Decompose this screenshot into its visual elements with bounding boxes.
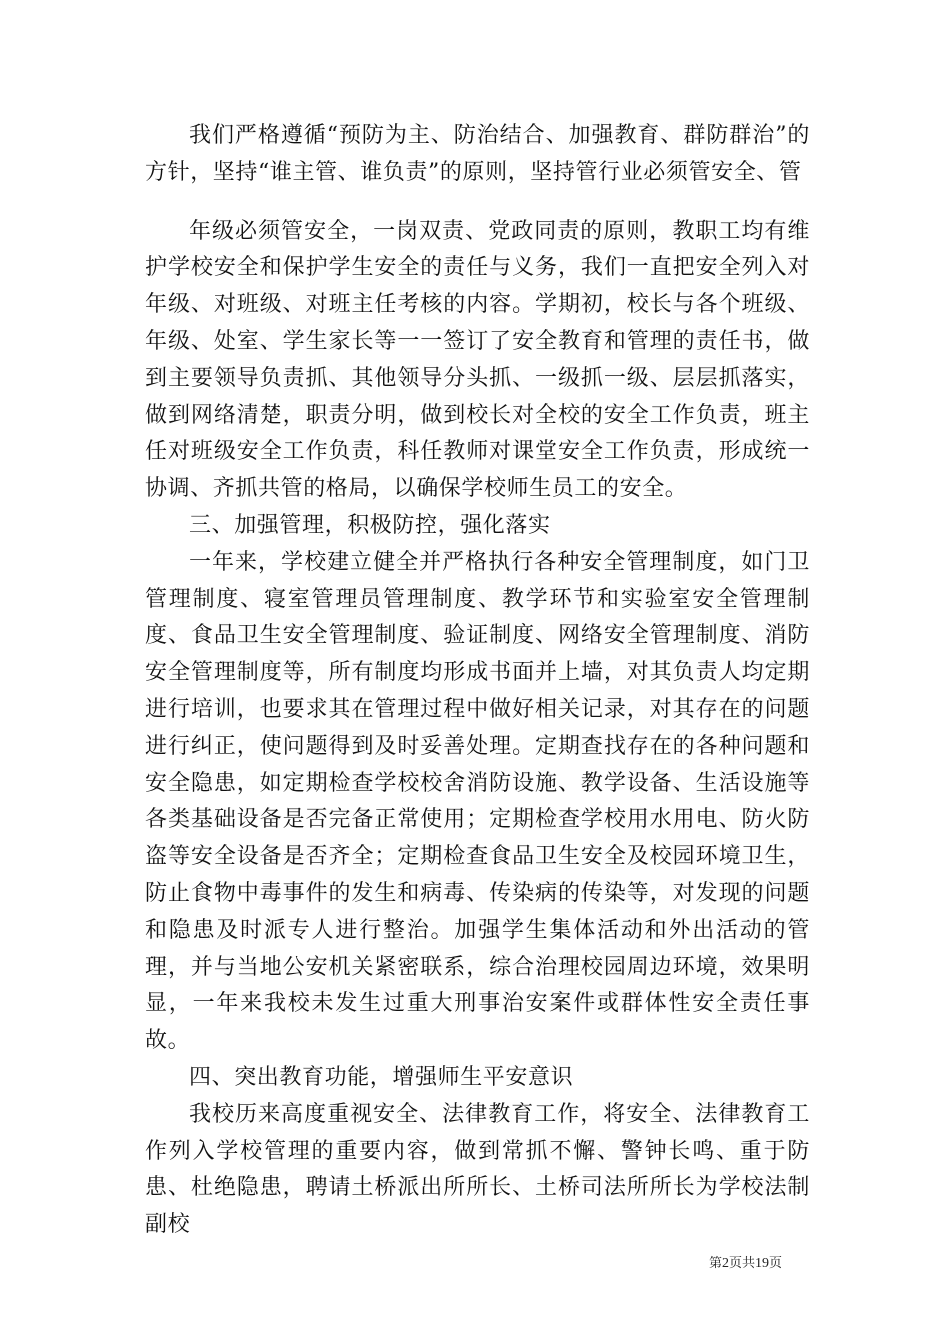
document-body bbox=[145, 118, 810, 1244]
footer-prefix: 第 bbox=[709, 1256, 723, 1271]
footer-page-number: 2 bbox=[722, 1256, 730, 1271]
section-heading-four: 四、突出教育功能，增强师生平安意识 bbox=[189, 1064, 574, 1090]
paragraph-guiding-principle: 我们严格遵循“预防为主、防治结合、加强教育、群防群治”的方针，坚持“谁主管、谁负责”的原则，坚持管行业必须管安全、管 bbox=[145, 123, 810, 185]
footer-middle: 页共 bbox=[729, 1256, 756, 1271]
section-heading-three: 三、加强管理，积极防控，强化落实 bbox=[189, 512, 551, 538]
page-footer bbox=[709, 1252, 782, 1272]
paragraph-responsibility: 年级必须管安全，一岗双责、党政同责的原则，教职工均有维护学校安全和保护学生安全的责任与义务，我们一直把安全列入对年级、对班级、对班主任考核的内容。学期初，校长与各个班级、年级、处室、学生家长等一一签订了安全教育和管理的责任书，做到主要领导负责抓、其他领导分头抓、一级抓一级、层层抓落实，做到网络清楚，职责分明，做到校长对全校的安全工作负责，班主任对班级安全工作负责，科任教师对课堂安全工作负责，形成统一协调、齐抓共管的格局，以确保学校师生员工的安全。 bbox=[145, 218, 810, 502]
footer-total-pages: 19 bbox=[755, 1256, 770, 1271]
paragraph-education: 我校历来高度重视安全、法律教育工作，将安全、法律教育工作列入学校管理的重要内容，做到常抓不懈、警钟长鸣、重于防患、杜绝隐患，聘请土桥派出所所长、土桥司法所所长为学校法制副校 bbox=[145, 1101, 810, 1238]
footer-suffix: 页 bbox=[769, 1256, 783, 1271]
paragraph-management: 一年来，学校建立健全并严格执行各种安全管理制度，如门卫管理制度、寝室管理员管理制度、教学环节和实验室安全管理制度、食品卫生安全管理制度、验证制度、网络安全管理制度、消防安全管理制度等，所有制度均形成书面并上墙，对其负责人均定期进行培训，也要求其在管理过程中做好相关记录，对其存在的问题进行纠正，使问题得到及时妥善处理。定期查找存在的各种问题和安全隐患，如定期检查学校校舍消防设施、教学设备、生活设施等各类基础设备是否完备正常使用；定期检查学校用水用电、防火防盗等安全设备是否齐全；定期检查食品卫生安全及校园环境卫生，防止食物中毒事件的发生和病毒、传染病的传染等，对发现的问题和隐患及时派专人进行整治。加强学生集体活动和外出活动的管理，并与当地公安机关紧密联系，综合治理校园周边环境，效果明显，一年来我校未发生过重大刑事治安案件或群体性安全责任事故。 bbox=[145, 549, 810, 1054]
